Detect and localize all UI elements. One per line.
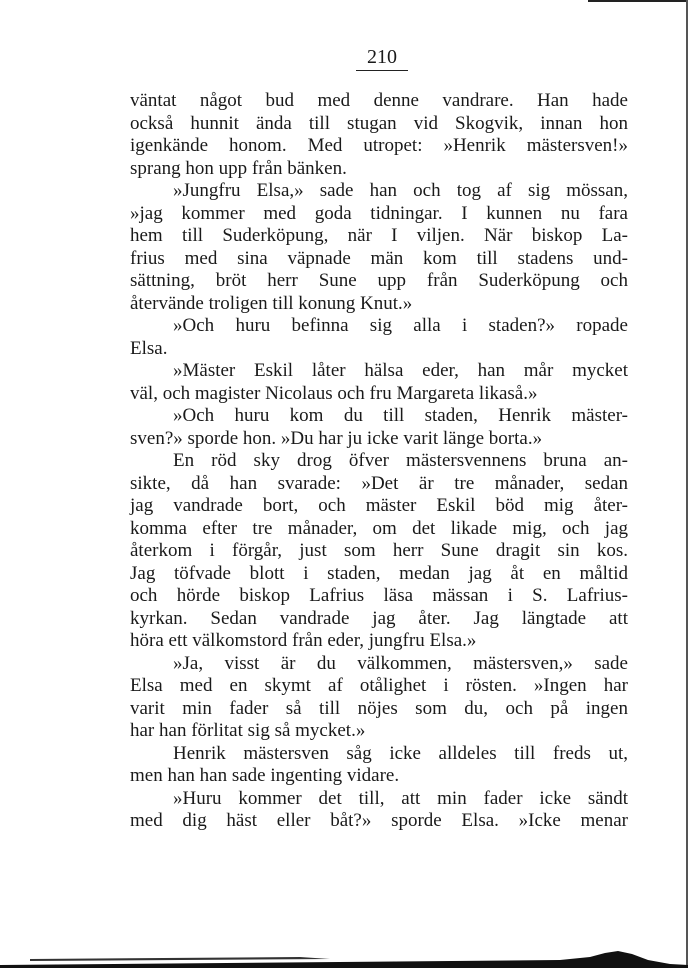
- text-line: komma efter tre månader, om det likade mig, och jag: [130, 517, 628, 539]
- text-line: sven?» sporde hon. »Du har ju icke varit länge borta.»: [130, 427, 543, 449]
- text-line: också hunnit ända till stugan vid Skogvik, innan hon: [130, 112, 628, 134]
- text-line: Elsa.: [130, 337, 168, 359]
- page-text: [130, 90, 628, 833]
- text-line: återvände troligen till konung Knut.»: [130, 292, 413, 314]
- text-line: Elsa med en skymt af otålighet i rösten. »Ingen har: [130, 675, 628, 696]
- text-line: »Och huru befinna sig alla i staden?» ropade: [173, 315, 628, 336]
- scan-bottom-edge: [0, 951, 688, 968]
- text-line: väntat något bud med denne vandrare. Han hade: [130, 90, 628, 111]
- text-line: med dig häst eller båt?» sporde Elsa. »Icke menar: [130, 810, 628, 831]
- text-line: »Ja, visst är du välkommen, mästersven,» sade: [173, 652, 628, 674]
- page-number-underline: [356, 70, 408, 71]
- text-line: »Jungfru Elsa,» sade han och tog af sig mössan,: [173, 180, 628, 201]
- text-line: kyrkan. Sedan vandrade jag åter. Jag längtade att: [130, 607, 628, 629]
- text-line: Jag töfvade blott i staden, medan jag åt en måltid: [130, 562, 628, 584]
- scan-top-edge: [588, 0, 688, 2]
- text-line: har han förlitat sig så mycket.»: [130, 720, 366, 741]
- page-number: 210: [367, 46, 397, 68]
- text-line: sikte, då han svarade: »Det är tre månader, sedan: [130, 472, 628, 494]
- text-line: »jag kommer med goda tidningar. I kunnen nu fara: [130, 202, 628, 224]
- text-line: varit min fader så till nöjes som du, och på ingen: [130, 697, 628, 719]
- text-line: hem till Suderköpung, när I viljen. När biskop La-: [130, 225, 628, 246]
- text-line: återkom i förgår, just som herr Sune dragit sin kos.: [130, 540, 628, 561]
- text-line: jag vandrade bort, och mäster Eskil böd mig åter-: [130, 495, 628, 516]
- text-line: frius med sina väpnade män kom till stadens und-: [130, 247, 628, 269]
- text-line: igenkände honom. Med utropet: »Henrik mästersven!»: [130, 135, 628, 156]
- text-line: men han han sade ingenting vidare.: [130, 765, 400, 786]
- text-line: väl, och magister Nicolaus och fru Margareta likaså.»: [130, 382, 538, 404]
- text-line: »Mäster Eskil låter hälsa eder, han mår mycket: [173, 360, 628, 381]
- text-line: »Huru kommer det till, att min fader icke sändt: [173, 787, 628, 809]
- text-line: En röd sky drog öfver mästersvennens bruna an-: [173, 450, 628, 471]
- text-line: Henrik mästersven såg icke alldeles till freds ut,: [173, 742, 628, 764]
- text-line: höra ett välkomstord från eder, jungfru Elsa.»: [130, 630, 477, 651]
- text-line: och hörde biskop Lafrius läsa mässan i S. Lafrius-: [130, 585, 628, 606]
- text-line: sprang hon upp från bänken.: [130, 157, 347, 179]
- text-line: »Och huru kom du till staden, Henrik mäster-: [173, 405, 628, 426]
- text-line: sättning, bröt herr Sune upp från Suderköpung och: [130, 270, 628, 291]
